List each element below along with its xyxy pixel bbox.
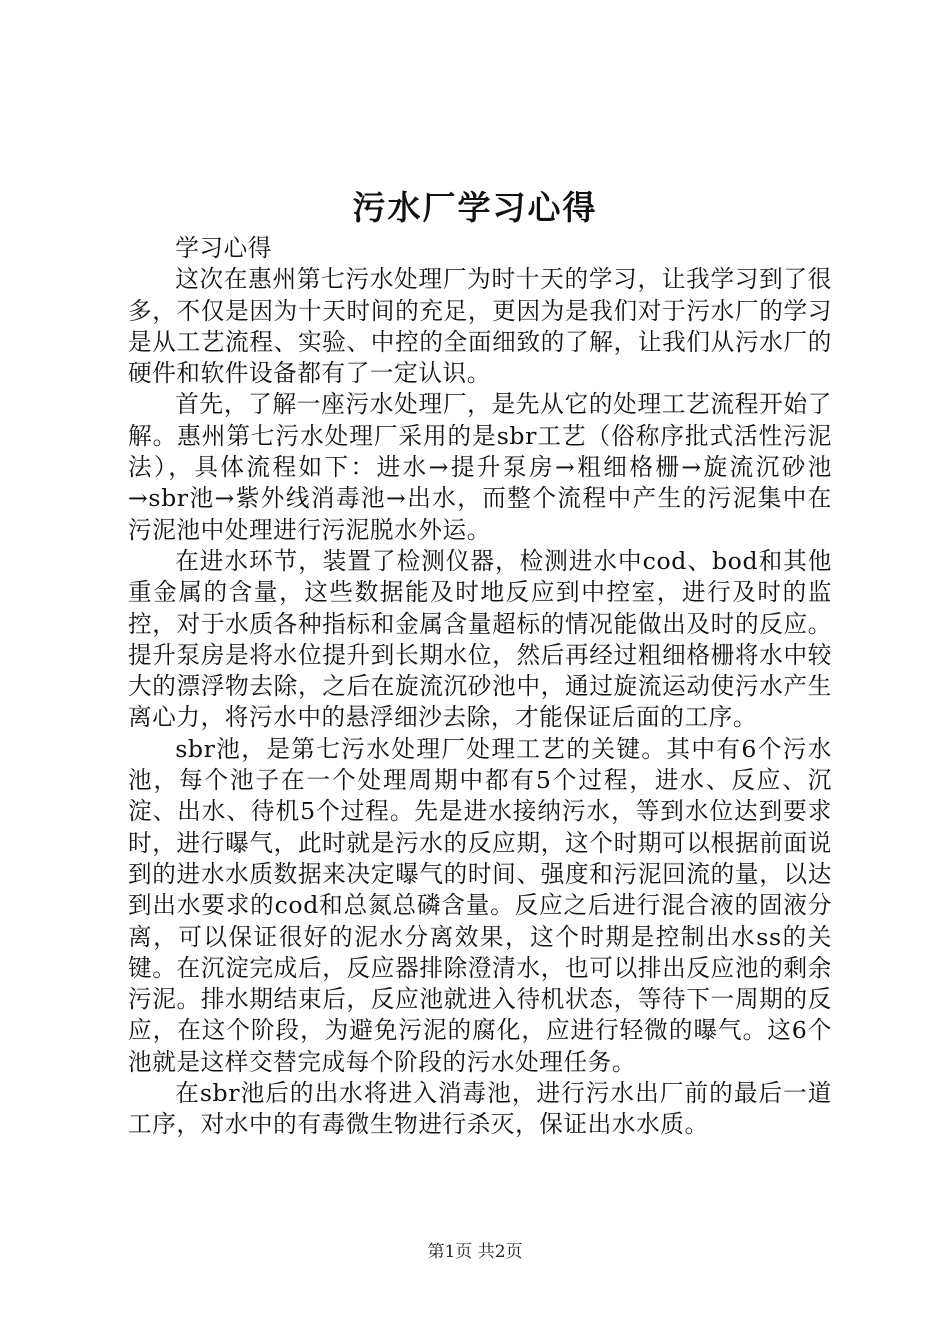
paragraph: 在进水环节，装置了检测仪器，检测进水中cod、bod和其他重金属的含量，这些数据能及时地反应到中控室，进行及时的监控，对于水质各种指标和金属含量超标的情况能做出及时的反应。提升泵房是将水位提升到长期水位，然后再经过粗细格栅将水中较大的漂浮物去除，之后在旋流沉砂池中，通过旋流运动使污水产生离心力，将污水中的悬浮细沙去除，才能保证后面的工序。	[128, 546, 832, 732]
document-title: 污水厂学习心得	[352, 188, 598, 227]
page-footer: 第1页 共2页	[427, 1242, 523, 1262]
paragraph-heading: 学习心得	[175, 234, 272, 262]
paragraph: 在sbr池后的出水将进入消毒池，进行污水出厂前的最后一道工序，对水中的有毒微生物进行杀灭，保证出水水质。	[128, 1079, 832, 1139]
paragraph: 这次在惠州第七污水处理厂为时十天的学习，让我学习到了很多，不仅是因为十天时间的充足，更因为是我们对于污水厂的学习是从工艺流程、实验、中控的全面细致的了解，让我们从污水厂的硬件和软件设备都有了一定认识。	[128, 265, 832, 388]
paragraph: 首先，了解一座污水处理厂，是先从它的处理工艺流程开始了解。惠州第七污水处理厂采用的是sbr工艺（俗称序批式活性污泥法），具体流程如下：进水→提升泵房→粗细格栅→旋流沉砂池→sbr池→紫外线消毒池→出水，而整个流程中产生的污泥集中在污泥池中处理进行污泥脱水外运。	[128, 390, 832, 544]
paragraph: sbr池，是第七污水处理厂处理工艺的关键。其中有6个污水池，每个池子在一个处理周期中都有5个过程，进水、反应、沉淀、出水、待机5个过程。先是进水接纳污水，等到水位达到要求时，进行曝气，此时就是污水的反应期，这个时期可以根据前面说到的进水水质数据来决定曝气的时间、强度和污泥回流的量，以达到出水要求的cod和总氮总磷含量。反应之后进行混合液的固液分离，可以保证很好的泥水分离效果，这个时期是控制出水ss的关键。在沉淀完成后，反应器排除澄清水，也可以排出反应池的剩余污泥。排水期结束后，反应池就进入待机状态，等待下一周期的反应，在这个阶段，为避免污泥的腐化，应进行轻微的曝气。这6个池就是这样交替完成每个阶段的污水处理任务。	[128, 734, 832, 1076]
document-body	[128, 233, 832, 1141]
